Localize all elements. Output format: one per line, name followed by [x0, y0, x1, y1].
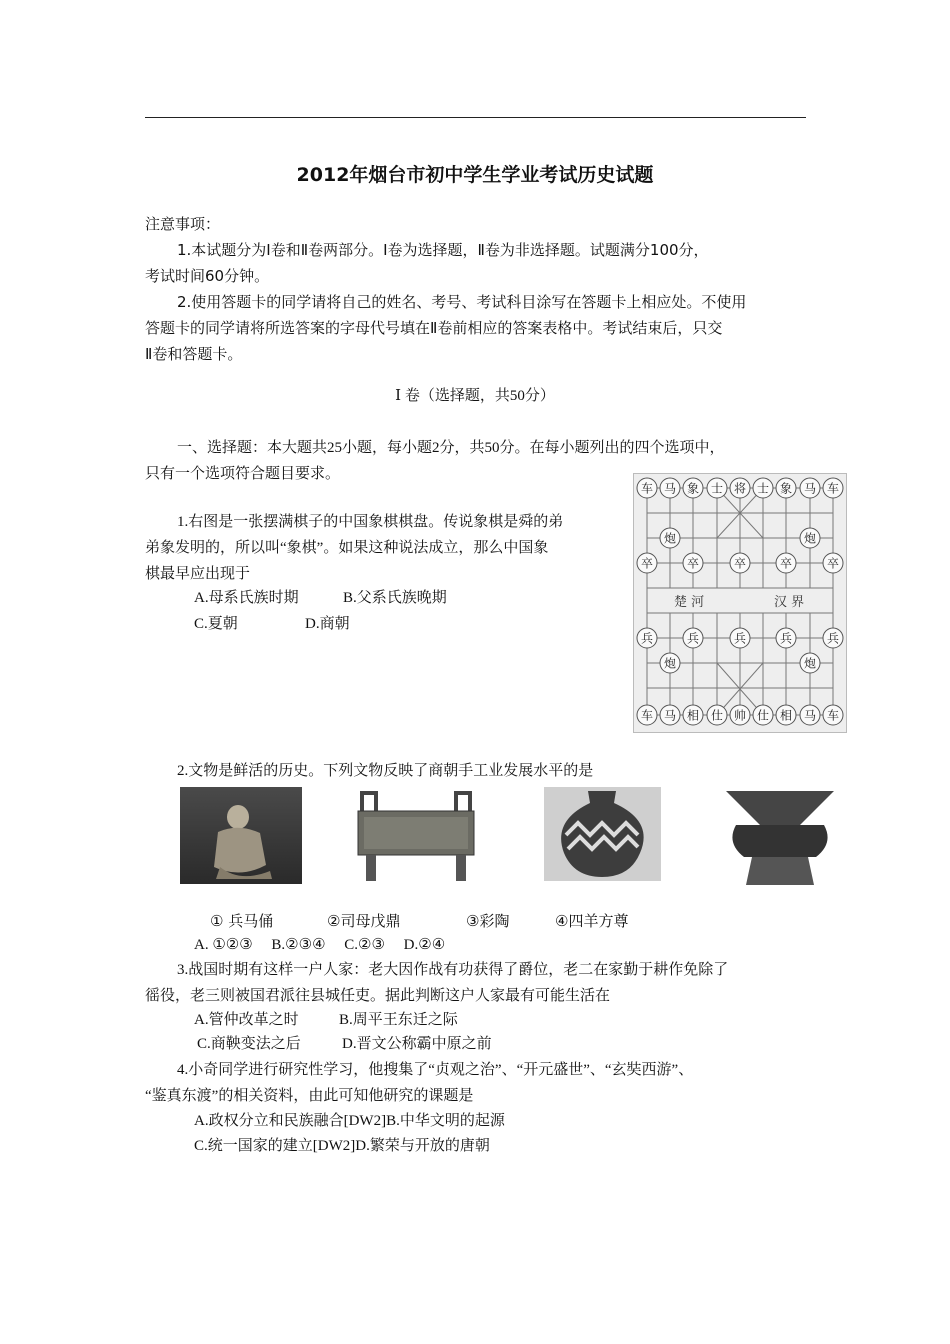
black-pawn-piece	[637, 553, 657, 573]
painted-pottery-photo	[544, 787, 661, 881]
svg-text:车: 车	[826, 708, 840, 723]
page-title: 2012年烟台市初中学生学业考试历史试题	[296, 164, 654, 186]
svg-text:帅: 帅	[733, 708, 747, 723]
svg-text:车: 车	[640, 708, 654, 723]
red-piece	[753, 705, 773, 725]
river-right-label: 汉 界	[774, 595, 805, 610]
svg-text:卒: 卒	[686, 556, 700, 571]
svg-text:兵: 兵	[686, 631, 700, 646]
q2-caption-2: ②司母戊鼎	[327, 912, 401, 930]
header-rule	[145, 117, 806, 118]
black-piece	[637, 478, 657, 498]
red-pawn-piece	[730, 628, 750, 648]
black-piece	[683, 478, 703, 498]
black-piece	[823, 478, 843, 498]
q4-options-cd: C.统一国家的建立[DW2]D.繁荣与开放的唐朝	[194, 1138, 490, 1154]
q4-line-1: 4.小奇同学进行研究性学习，他搜集了“贞观之治”、“开元盛世”、“玄奘西游”、	[177, 1062, 694, 1078]
q3-option-d: D.晋文公称霸中原之前	[342, 1036, 492, 1052]
red-piece	[776, 705, 796, 725]
red-cannon-piece	[660, 653, 680, 673]
terracotta-warrior-figure	[180, 787, 302, 884]
svg-text:炮: 炮	[663, 531, 677, 546]
black-piece	[707, 478, 727, 498]
question-1-stem	[145, 509, 625, 587]
svg-text:炮: 炮	[803, 656, 817, 671]
question-4	[145, 1057, 815, 1109]
red-cannon-piece	[800, 653, 820, 673]
svg-text:马: 马	[803, 708, 817, 723]
q1-line-1: 1.右图是一张摆满棋子的中国象棋棋盘。传说象棋是舜的弟	[177, 514, 564, 530]
svg-text:马: 马	[663, 481, 677, 496]
q1-option-a: A.母系氏族时期	[194, 590, 299, 606]
svg-text:兵: 兵	[640, 631, 654, 646]
four-goat-zun-figure	[716, 785, 844, 889]
red-piece	[707, 705, 727, 725]
black-pawn-piece	[683, 553, 703, 573]
note-2-line-3: Ⅱ卷和答题卡。	[145, 345, 243, 363]
svg-text:炮: 炮	[663, 656, 677, 671]
q1-option-b: B.父系氏族晚期	[343, 590, 447, 606]
simuwu-ding-figure	[354, 787, 478, 884]
svg-text:卒: 卒	[733, 556, 747, 571]
q2-stem: 2.文物是鲜活的历史。下列文物反映了商朝手工业发展水平的是	[177, 763, 594, 779]
red-piece	[800, 705, 820, 725]
q3-option-a: A.管仲改革之时	[194, 1012, 299, 1028]
q2-options: A. ①②③ B.②③④ C.②③ D.②④	[194, 937, 446, 953]
svg-text:兵: 兵	[779, 631, 793, 646]
svg-text:兵: 兵	[733, 631, 747, 646]
q3-line-2: 徭役，老三则被国君派往县城任吏。据此判断这户人家最有可能生活在	[145, 988, 611, 1004]
svg-text:象: 象	[686, 481, 700, 496]
section-header: Ⅰ 卷（选择题，共50分）	[395, 388, 555, 404]
xiangqi-board-image	[633, 473, 847, 733]
q4-options-ab: A.政权分立和民族融合[DW2]B.中华文明的起源	[194, 1113, 505, 1129]
svg-text:士: 士	[710, 481, 724, 496]
instructions-line-1: 一、选择题：本大题共25小题，每小题2分，共50分。在每小题列出的四个选项中，	[177, 440, 725, 456]
instructions-line-2: 只有一个选项符合题目要求。	[145, 466, 341, 482]
painted-pottery-figure	[544, 787, 661, 881]
svg-text:象: 象	[779, 481, 793, 496]
svg-text:车: 车	[826, 481, 840, 496]
red-piece	[637, 705, 657, 725]
svg-text:兵: 兵	[826, 631, 840, 646]
simuwu-ding-photo	[354, 787, 478, 884]
red-pawn-piece	[823, 628, 843, 648]
q3-option-c: C.商鞅变法之后	[197, 1036, 301, 1052]
xiangqi-board	[634, 474, 846, 732]
four-goat-square-zun-photo	[716, 785, 844, 889]
black-piece	[800, 478, 820, 498]
q4-line-2: “鉴真东渡”的相关资料，由此可知他研究的课题是	[145, 1088, 474, 1104]
note-2-line-2: 答题卡的同学请将所选答案的字母代号填在Ⅱ卷前相应的答案表格中。考试结束后，只交	[145, 319, 723, 337]
q2-caption-1: ① 兵马俑	[210, 912, 274, 930]
notes-block	[145, 211, 815, 367]
black-pawn-piece	[730, 553, 750, 573]
note-2-line-1: 2.使用答题卡的同学请将自己的姓名、考号、考试科目涂写在答题卡上相应处。不使用	[177, 293, 747, 311]
svg-text:仕: 仕	[756, 708, 770, 723]
svg-text:仕: 仕	[710, 708, 724, 723]
q2-caption-4: ④四羊方尊	[555, 912, 629, 930]
q1-line-3: 棋最早应出现于	[145, 566, 251, 582]
svg-text:卒: 卒	[779, 556, 793, 571]
svg-text:相: 相	[686, 708, 700, 723]
svg-text:相: 相	[779, 708, 793, 723]
q2-caption-3: ③彩陶	[466, 912, 510, 930]
red-pawn-piece	[683, 628, 703, 648]
svg-text:车: 车	[640, 481, 654, 496]
svg-text:士: 士	[756, 481, 770, 496]
black-piece	[776, 478, 796, 498]
black-cannon-piece	[800, 528, 820, 548]
red-pawn-piece	[776, 628, 796, 648]
note-1-line-2: 考试时间60分钟。	[145, 267, 270, 285]
red-pawn-piece	[637, 628, 657, 648]
black-piece	[753, 478, 773, 498]
black-piece	[660, 478, 680, 498]
red-piece	[660, 705, 680, 725]
red-piece	[683, 705, 703, 725]
svg-text:卒: 卒	[640, 556, 654, 571]
svg-text:马: 马	[803, 481, 817, 496]
red-piece	[823, 705, 843, 725]
q1-line-2: 弟象发明的，所以叫“象棋”。如果这种说法成立，那么中国象	[145, 540, 549, 556]
q3-option-b: B.周平王东迁之际	[339, 1012, 458, 1028]
svg-text:卒: 卒	[826, 556, 840, 571]
q1-option-d: D.商朝	[305, 616, 350, 632]
svg-text:马: 马	[663, 708, 677, 723]
svg-text:炮: 炮	[803, 531, 817, 546]
black-piece	[730, 478, 750, 498]
q1-option-c: C.夏朝	[194, 616, 238, 632]
black-pawn-piece	[776, 553, 796, 573]
red-piece	[730, 705, 750, 725]
svg-text:将: 将	[733, 481, 747, 496]
note-1-line-1: 1.本试题分为Ⅰ卷和Ⅱ卷两部分。Ⅰ卷为选择题，Ⅱ卷为非选择题。试题满分100分，	[177, 241, 709, 259]
river-left-label: 楚 河	[674, 595, 705, 610]
black-pawn-piece	[823, 553, 843, 573]
notes-heading: 注意事项：	[145, 215, 221, 233]
question-3	[145, 957, 815, 1009]
q3-line-1: 3.战国时期有这样一户人家：老大因作战有功获得了爵位，老二在家勤于耕作免除了	[177, 962, 729, 978]
black-cannon-piece	[660, 528, 680, 548]
terracotta-warrior-photo	[180, 787, 302, 884]
